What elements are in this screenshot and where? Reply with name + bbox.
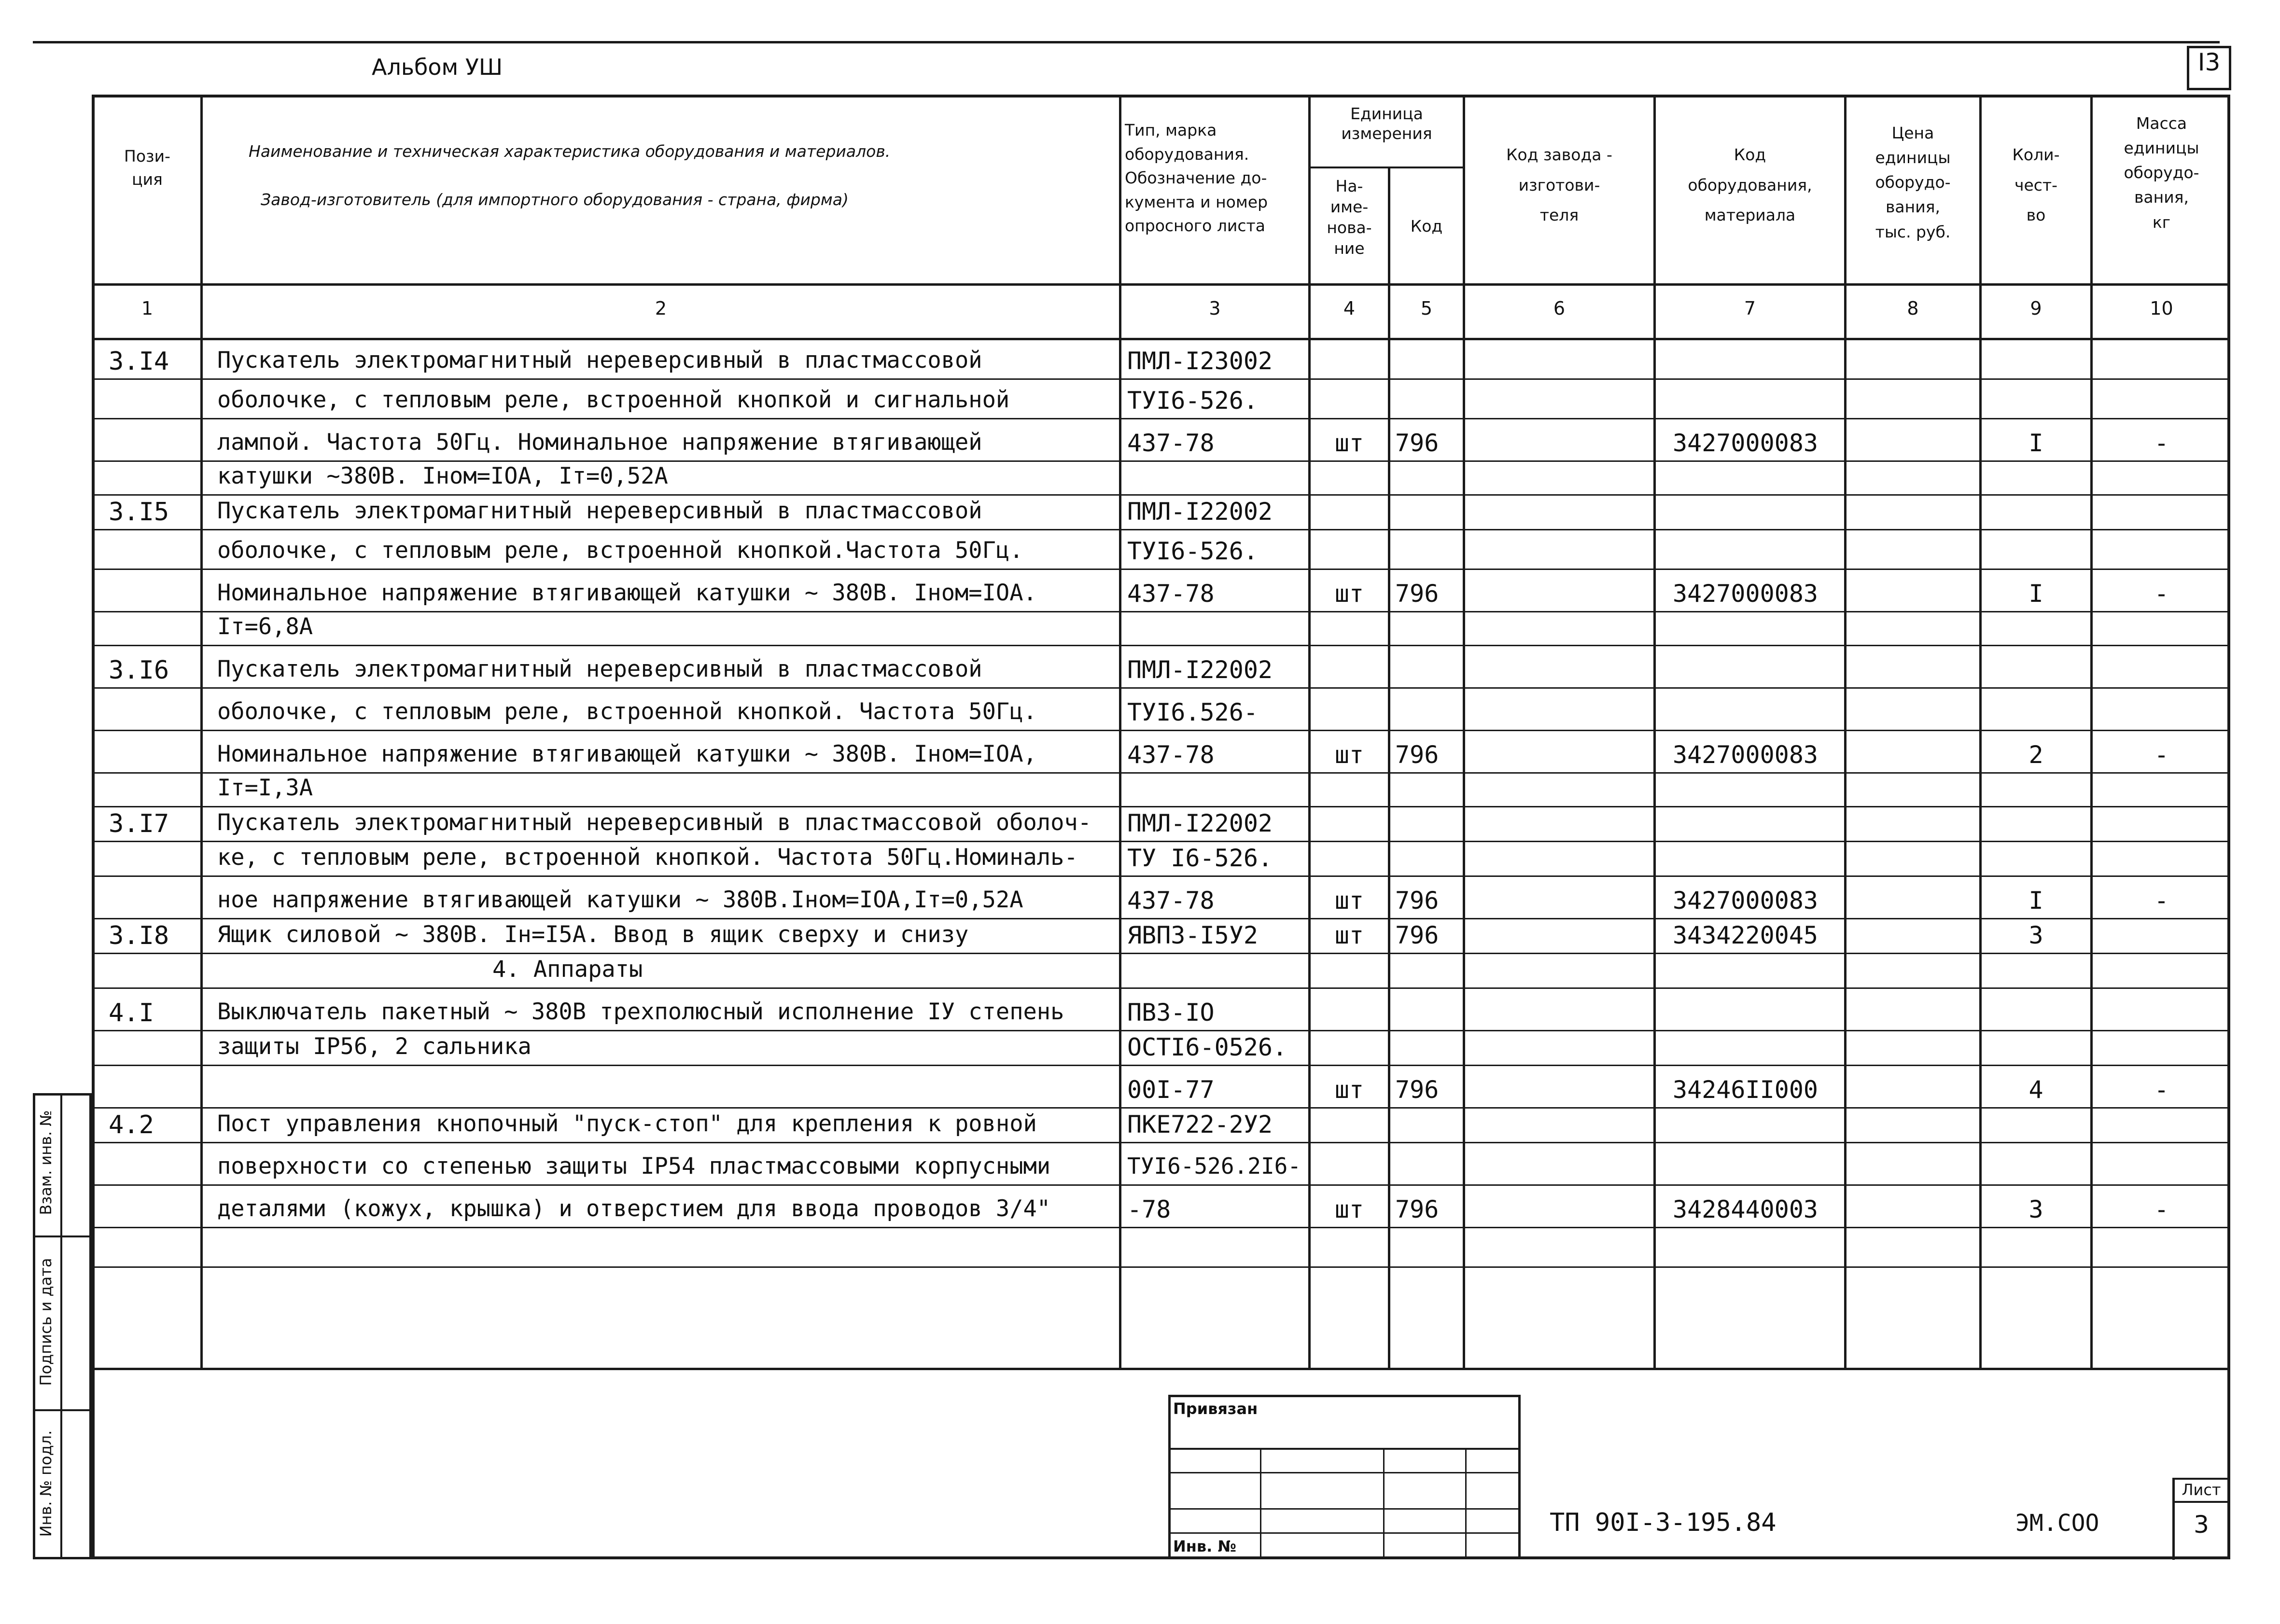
document-mark: ЭМ.СОО <box>2015 1510 2099 1537</box>
cell-mass: - <box>2154 741 2169 769</box>
row-rule <box>92 953 2230 954</box>
side-vline <box>60 1093 62 1559</box>
cell-desc: ное напряжение втягивающей катушки ~ 380В.Iном=IOA,Iт=0,52A <box>217 887 1023 913</box>
cell-mass: - <box>2154 1195 2169 1223</box>
col-line-7 <box>1844 95 1846 1369</box>
cell-desc: оболочке, с тепловым реле, встроенной кнопкой и сигнальной <box>217 387 1010 413</box>
cell-code: 796 <box>1395 921 1439 949</box>
side-label-podpis: Подпись и дата <box>37 1258 55 1386</box>
cell-code: 796 <box>1395 580 1439 608</box>
col-line-1 <box>200 95 203 1369</box>
header-col3: Тип, марка оборудования. Обозначение до- кумента и номер опросного листа <box>1125 121 1268 235</box>
cell-desc: катушки ~380В. Iном=IOA, Iт=0,52A <box>217 463 668 489</box>
cell-type: ПКЕ722-2У2 <box>1127 1110 1273 1138</box>
row-rule <box>92 1065 2230 1066</box>
cell-desc: Ящик силовой ~ 380В. Iн=I5A. Ввод в ящик сверху и снизу <box>217 921 969 948</box>
cell-pos: 4.I <box>109 999 154 1027</box>
cell-equip: 3434220045 <box>1673 921 1818 949</box>
row-rule <box>92 1030 2230 1031</box>
cell-desc: Номинальное напряжение втягивающей катушки ~ 380В. Iном=IOA. <box>217 580 1037 606</box>
cell-code: 796 <box>1395 741 1439 769</box>
header-col4: На- име- нова- ние <box>1327 177 1372 258</box>
document-code: ТП 90I-3-195.84 <box>1550 1508 1776 1537</box>
row-rule <box>92 841 2230 842</box>
sheet-box-rule <box>2172 1501 2230 1503</box>
cell-pos: 3.I8 <box>109 921 169 950</box>
cell-type: ТУI6-526. <box>1127 537 1258 565</box>
cell-code: 796 <box>1395 1076 1439 1104</box>
cell-mass: - <box>2154 887 2169 915</box>
cell-desc: деталями (кожух, крышка) и отверстием для ввода проводов 3/4" <box>217 1195 1051 1222</box>
colnum-rule <box>92 338 2230 340</box>
header-col6: Код завода - изготови- теля <box>1506 145 1612 225</box>
cell-desc: оболочке, с тепловым реле, встроенной кнопкой.Частота 50Гц. <box>217 537 1023 564</box>
cell-type: ТУ I6-526. <box>1127 844 1273 872</box>
col-line-2 <box>1119 95 1121 1369</box>
stamp-vline-1 <box>1260 1448 1261 1559</box>
row-rule <box>92 1142 2230 1143</box>
unit-group-rule <box>1308 167 1463 168</box>
cell-desc: Пост управления кнопочный "пуск-стоп" для крепления к ровной <box>217 1110 1037 1137</box>
cell-equip: 3427000083 <box>1673 580 1818 608</box>
top-rule <box>33 41 2220 43</box>
cell-type: ПМЛ-I22002 <box>1127 809 1273 837</box>
cell-qty: 4 <box>2028 1076 2043 1104</box>
colnum-10: 10 <box>2150 298 2173 319</box>
cell-type: ПМЛ-I23002 <box>1127 347 1273 375</box>
cell-unit: шт <box>1334 741 1364 769</box>
colnum-4: 4 <box>1343 298 1356 319</box>
row-rule <box>92 687 2230 689</box>
cell-type: ОСТI6-0526. <box>1127 1033 1287 1061</box>
sheet-box-top <box>2172 1478 2230 1480</box>
cell-desc: Выключатель пакетный ~ 380В трехполюсный исполнение IУ степень <box>217 999 1064 1025</box>
cell-unit: шт <box>1334 921 1364 949</box>
cell-mass: - <box>2154 580 2169 608</box>
row-rule <box>92 772 2230 774</box>
cell-type: ПВЗ-IO <box>1127 999 1215 1027</box>
stamp-rule-4 <box>1168 1532 1521 1534</box>
header-unit-group: Единица измерения <box>1341 104 1432 143</box>
cell-code: 796 <box>1395 1195 1439 1223</box>
album-title: Альбом УШ <box>372 54 503 80</box>
cell-qty: 3 <box>2028 1195 2043 1223</box>
header-col2-line2: Завод-изготовитель (для импортного оборудования - страна, фирма) <box>261 190 849 209</box>
inv-no-label: Инв. № <box>1173 1537 1236 1555</box>
col-line-4 <box>1388 167 1390 1369</box>
cell-type: ЯВПЗ-I5У2 <box>1127 921 1258 949</box>
cell-desc: Пускатель электромагнитный нереверсивный в пластмассовой <box>217 498 982 524</box>
colnum-8: 8 <box>1907 298 1919 319</box>
stamp-rule-1 <box>1168 1448 1521 1450</box>
cell-equip: 3427000083 <box>1673 741 1818 769</box>
header-col7: Код оборудования, материала <box>1688 145 1812 225</box>
row-rule <box>92 875 2230 877</box>
cell-code: 796 <box>1395 429 1439 457</box>
colnum-3: 3 <box>1209 298 1221 319</box>
colnum-1: 1 <box>141 298 154 319</box>
cell-qty: 2 <box>2028 741 2043 769</box>
cell-type: -78 <box>1127 1195 1171 1223</box>
header-col9: Коли- чест- во <box>2012 145 2060 225</box>
cell-mass: - <box>2154 1076 2169 1104</box>
colnum-2: 2 <box>655 298 667 319</box>
cell-qty: I <box>2028 887 2043 915</box>
cell-qty: I <box>2028 429 2043 457</box>
cell-desc: Пускатель электромагнитный нереверсивный в пластмассовой оболоч- <box>217 809 1091 836</box>
cell-qty: 3 <box>2028 921 2043 949</box>
cell-qty: I <box>2028 580 2043 608</box>
header-col5: Код <box>1410 217 1443 236</box>
cell-pos: 3.I4 <box>109 347 169 376</box>
colnum-9: 9 <box>2030 298 2042 319</box>
privyazan-box <box>1168 1395 1521 1559</box>
colnum-6: 6 <box>1553 298 1566 319</box>
cell-desc: Iт=I,3A <box>217 775 313 801</box>
colnum-5: 5 <box>1420 298 1433 319</box>
table-body-bottom <box>92 1368 2230 1370</box>
cell-pos: 4.2 <box>109 1110 154 1139</box>
sheet-label: Лист <box>2182 1481 2221 1499</box>
cell-desc: поверхности со степенью защиты IP54 пластмассовыми корпусными <box>217 1153 1051 1180</box>
page-number: I3 <box>2197 48 2221 76</box>
row-rule <box>92 529 2230 530</box>
cell-desc: оболочке, с тепловым реле, встроенной кнопкой. Частота 50Гц. <box>217 698 1037 725</box>
row-rule <box>92 806 2230 807</box>
cell-unit: шт <box>1334 1195 1364 1223</box>
cell-desc: защиты IP56, 2 сальника <box>217 1033 532 1060</box>
row-rule <box>92 494 2230 496</box>
cell-desc: Номинальное напряжение втягивающей катушки ~ 380В. Iном=IOA, <box>217 741 1037 767</box>
header-rule <box>92 283 2230 286</box>
cell-type: ПМЛ-I22002 <box>1127 656 1273 684</box>
cell-type: ТУI6-526. <box>1127 387 1258 415</box>
side-label-vzam: Взам. инв. № <box>37 1110 55 1215</box>
cell-code: 796 <box>1395 887 1439 915</box>
row-rule <box>92 418 2230 419</box>
stamp-vline-3 <box>1465 1448 1467 1559</box>
cell-equip: 34246II000 <box>1673 1076 1818 1104</box>
row-rule <box>92 611 2230 612</box>
col-line-3 <box>1308 95 1311 1369</box>
cell-unit: шт <box>1334 429 1364 457</box>
cell-type: 437-78 <box>1127 429 1215 457</box>
cell-desc: Пускатель электромагнитный нереверсивный в пластмассовой <box>217 347 982 374</box>
side-label-inv-podl: Инв. № подл. <box>37 1430 55 1537</box>
cell-equip: 3427000083 <box>1673 887 1818 915</box>
cell-type: ТУI6.526- <box>1127 698 1258 726</box>
cell-desc: 4. Аппараты <box>492 956 643 983</box>
cell-desc: Пускатель электромагнитный нереверсивный в пластмассовой <box>217 656 982 682</box>
cell-unit: шт <box>1334 1076 1364 1104</box>
stamp-rule-3 <box>1168 1508 1521 1510</box>
cell-type: 00I-77 <box>1127 1076 1215 1104</box>
cell-type: ПМЛ-I22002 <box>1127 498 1273 526</box>
header-col10: Масса единицы оборудо- вания, кг <box>2124 114 2199 232</box>
row-rule <box>92 569 2230 570</box>
cell-unit: шт <box>1334 887 1364 915</box>
row-rule <box>92 1266 2230 1268</box>
cell-desc: лампой. Частота 50Гц. Номинальное напряжение втягивающей <box>217 429 982 456</box>
row-rule <box>92 1184 2230 1186</box>
row-rule <box>92 987 2230 989</box>
row-rule <box>92 730 2230 731</box>
row-rule <box>92 1227 2230 1228</box>
header-col8: Цена единицы оборудо- вания, тыс. руб. <box>1875 124 1951 241</box>
stamp-rule-2 <box>1168 1472 1521 1473</box>
row-rule <box>92 918 2230 919</box>
row-rule <box>92 460 2230 462</box>
row-rule <box>92 645 2230 646</box>
cell-equip: 3427000083 <box>1673 429 1818 457</box>
cell-type: 437-78 <box>1127 887 1215 915</box>
row-rule <box>92 1107 2230 1109</box>
col-line-6 <box>1653 95 1656 1369</box>
col-line-9 <box>2090 95 2093 1369</box>
header-col2-line1: Наименование и техническая характеристика оборудования и материалов. <box>249 142 891 161</box>
cell-type: ТУI6-526.2I6- <box>1127 1153 1301 1179</box>
sheet-number: 3 <box>2194 1511 2209 1539</box>
colnum-7: 7 <box>1744 298 1756 319</box>
cell-equip: 3428440003 <box>1673 1195 1818 1223</box>
cell-pos: 3.I6 <box>109 656 169 685</box>
col-line-8 <box>1979 95 1982 1369</box>
cell-desc: ке, с тепловым реле, встроенной кнопкой. Частота 50Гц.Номиналь- <box>217 844 1078 871</box>
stamp-vline-2 <box>1383 1448 1385 1559</box>
cell-pos: 3.I7 <box>109 809 169 838</box>
cell-mass: - <box>2154 429 2169 457</box>
row-rule <box>92 378 2230 380</box>
cell-desc: Iт=6,8A <box>217 613 313 640</box>
privyazan-label: Привязан <box>1173 1400 1258 1418</box>
col-line-5 <box>1463 95 1465 1369</box>
header-col1: Пози- ция <box>124 147 170 189</box>
cell-pos: 3.I5 <box>109 498 169 527</box>
cell-type: 437-78 <box>1127 580 1215 608</box>
cell-unit: шт <box>1334 580 1364 608</box>
cell-type: 437-78 <box>1127 741 1215 769</box>
